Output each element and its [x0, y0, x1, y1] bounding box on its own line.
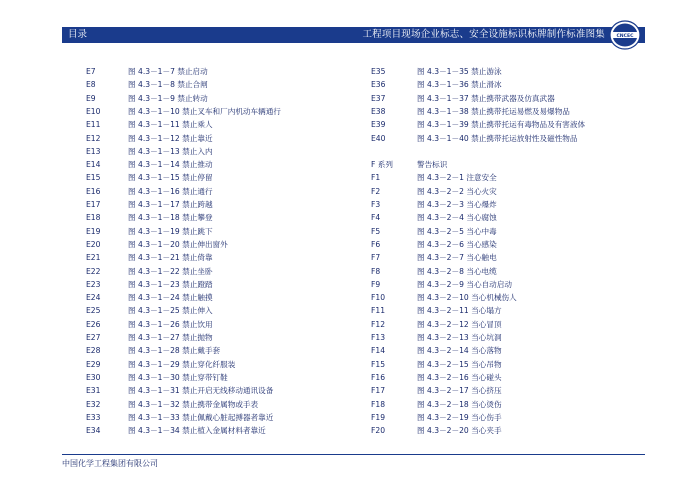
- toc-entry-code: F3: [371, 200, 381, 209]
- toc-entry-code: E16: [86, 186, 101, 196]
- toc-entry-code: E36: [371, 80, 386, 90]
- toc-entry-title: 图 4.3－1－21 禁止倚靠: [128, 253, 213, 263]
- toc-entry-title: 图 4.3－1－36 禁止滑冰: [417, 80, 502, 90]
- toc-entry-code: E38: [371, 106, 386, 116]
- toc-entry-code: E7: [86, 67, 96, 76]
- toc-entry-code: E40: [371, 133, 386, 143]
- toc-entry-title: 图 4.3－2－16 当心碰头: [417, 372, 502, 382]
- toc-entry-title: 图 4.3－1－18 禁止攀登: [128, 213, 213, 223]
- logo-text: CNCEC: [616, 33, 634, 39]
- toc-entry-title: 图 4.3－2－12 当心冒顶: [417, 319, 502, 329]
- toc-entry-title: 图 4.3－1－27 禁止抛物: [128, 333, 213, 342]
- toc-entry-code: F12: [371, 319, 386, 329]
- toc-entry-title: 图 4.3－2－17 当心挤压: [417, 386, 502, 396]
- toc-entry-title: 图 4.3－1－15 禁止停留: [128, 173, 213, 183]
- toc-entry-code: E35: [371, 67, 386, 76]
- toc-entry-code: F8: [371, 266, 381, 276]
- toc-entry-code: F17: [371, 386, 386, 396]
- page-title: 工程项目现场企业标志、安全设施标识标牌制作标准图集: [362, 29, 605, 40]
- toc-entry-code: F 系列: [371, 160, 393, 170]
- toc-entry-title: 图 4.3－2－14 当心落物: [417, 346, 502, 356]
- toc-entry-code: E21: [86, 253, 101, 263]
- toc-entry-code: E19: [86, 226, 101, 236]
- toc-entry-code: E12: [86, 133, 101, 143]
- toc-entry-title: 警告标识: [417, 160, 448, 170]
- toc-entry-title: 图 4.3－1－40 禁止携带托运放射性及磁性物品: [417, 133, 578, 143]
- toc-entry-title: 图 4.3－1－25 禁止伸入: [128, 306, 213, 316]
- toc-entry-title: 图 4.3－1－32 禁止携带金属物或手表: [128, 399, 259, 409]
- toc-entry-title: 图 4.3－2－10 当心机械伤人: [417, 293, 517, 303]
- toc-entry-code: F14: [371, 346, 386, 356]
- toc-entry-code: E39: [371, 120, 386, 130]
- toc-entry-title: 图 4.3－1－28 禁止戴手套: [128, 346, 221, 356]
- company-logo: [609, 20, 641, 50]
- toc-entry-title: 图 4.3－1－33 禁止佩戴心脏起搏器者靠近: [128, 412, 274, 422]
- toc-entry-title: 图 4.3－1－20 禁止伸出窗外: [128, 239, 228, 249]
- toc-entry-title: 图 4.3－1－16 禁止通行: [128, 186, 213, 196]
- toc-entry-title: 图 4.3－1－19 禁止跳下: [128, 226, 213, 236]
- toc-entry-title: 图 4.3－1－29 禁止穿化纤服装: [128, 359, 236, 369]
- toc-entry-title: 图 4.3－1－30 禁止穿带钉鞋: [128, 372, 228, 382]
- section-label: 目录: [68, 29, 88, 40]
- toc-entry-title: 图 4.3－2－7 当心触电: [417, 253, 497, 263]
- toc-entry-title: 图 4.3－1－23 禁止蹬踏: [128, 279, 213, 289]
- toc-entry-title: 图 4.3－1－38 禁止携带托运易燃及易爆物品: [417, 106, 570, 116]
- toc-entry-title: 图 4.3－1－24 禁止触摸: [128, 293, 213, 303]
- toc-entry-title: 图 4.3－1－11 禁止乘人: [128, 120, 213, 130]
- toc-entry-code: E29: [86, 359, 101, 369]
- toc-entry-code: E20: [86, 239, 101, 249]
- toc-entry-title: 图 4.3－2－15 当心吊物: [417, 359, 502, 369]
- toc-entry-title: 图 4.3－1－8 禁止合闸: [128, 80, 208, 90]
- toc-entry-code: E30: [86, 372, 101, 382]
- toc-entry-code: F1: [371, 173, 381, 183]
- toc-entry-code: E25: [86, 306, 101, 316]
- toc-entry-code: E28: [86, 346, 101, 356]
- toc-entry-code: E8: [86, 80, 96, 90]
- toc-entry-code: F13: [371, 333, 386, 342]
- toc-entry-code: E26: [86, 319, 101, 329]
- toc-entry-code: E33: [86, 412, 101, 422]
- toc-entry-code: E17: [86, 200, 101, 209]
- toc-entry-title: 图 4.3－2－1 注意安全: [417, 173, 497, 183]
- toc-entry-title: 图 4.3－1－9 禁止转动: [128, 93, 208, 103]
- toc-entry-title: 图 4.3－1－39 禁止携带托运有毒物品及有害液体: [417, 120, 586, 130]
- toc-entry-title: 图 4.3－1－37 禁止携带武器及仿真武器: [417, 93, 555, 103]
- toc-entry-code: E9: [86, 93, 96, 103]
- toc-entry-code: E15: [86, 173, 101, 183]
- toc-entry-code: E23: [86, 279, 101, 289]
- footer-company: 中国化学工程集团有限公司: [62, 459, 158, 468]
- toc-entry-title: 图 4.3－1－10 禁止叉车和厂内机动车辆通行: [128, 106, 281, 116]
- toc-entry-code: E11: [86, 120, 101, 130]
- toc-entry-title: 图 4.3－2－9 当心自动启动: [417, 279, 512, 289]
- toc-entry-code: E34: [86, 426, 101, 436]
- footer-divider: [62, 454, 645, 455]
- toc-entry-title: 图 4.3－2－20 当心夹手: [417, 426, 502, 436]
- toc-entry-code: F7: [371, 253, 381, 263]
- toc-entry-title: 图 4.3－2－19 当心伤手: [417, 412, 502, 422]
- toc-entry-code: F18: [371, 399, 386, 409]
- toc-entry-code: E37: [371, 93, 386, 103]
- toc-entry-code: E14: [86, 160, 101, 170]
- toc-entry-title: 图 4.3－1－31 禁止开启无线移动通讯设备: [128, 386, 274, 396]
- toc-entry-title: 图 4.3－2－3 当心爆炸: [417, 200, 497, 209]
- toc-entry-title: 图 4.3－2－8 当心电缆: [417, 266, 497, 276]
- toc-entry-code: F4: [371, 213, 381, 223]
- toc-entry-code: E27: [86, 333, 101, 342]
- toc-entry-code: E22: [86, 266, 101, 276]
- toc-entry-title: 图 4.3－2－18 当心烫伤: [417, 399, 502, 409]
- toc-entry-code: E13: [86, 146, 101, 156]
- toc-entry-title: 图 4.3－1－26 禁止饮用: [128, 319, 213, 329]
- toc-entry-title: 图 4.3－1－34 禁止植入金属材料者靠近: [128, 426, 266, 436]
- toc-entry-code: F5: [371, 226, 381, 236]
- toc-entry-title: 图 4.3－2－6 当心感染: [417, 239, 497, 249]
- toc-entry-title: 图 4.3－2－11 当心塌方: [417, 306, 502, 316]
- toc-entry-title: 图 4.3－2－5 当心中毒: [417, 226, 497, 236]
- toc-entry-code: F2: [371, 186, 381, 196]
- toc-entry-title: 图 4.3－2－2 当心火灾: [417, 186, 497, 196]
- toc-entry-code: F6: [371, 239, 381, 249]
- toc-entry-title: 图 4.3－1－17 禁止跨越: [128, 200, 213, 209]
- toc-entry-code: E24: [86, 293, 101, 303]
- toc-entry-code: F20: [371, 426, 386, 436]
- toc-entry-code: F19: [371, 412, 386, 422]
- toc-entry-title: 图 4.3－1－12 禁止靠近: [128, 133, 213, 143]
- toc-entry-code: F9: [371, 279, 381, 289]
- toc-entry-title: 图 4.3－1－22 禁止坐卧: [128, 266, 213, 276]
- toc-entry-code: F10: [371, 293, 386, 303]
- toc-entry-title: 图 4.3－1－7 禁止启动: [128, 67, 208, 76]
- toc-entry-title: 图 4.3－1－13 禁止入内: [128, 146, 213, 156]
- toc-entry-code: E31: [86, 386, 101, 396]
- toc-entry-code: E18: [86, 213, 101, 223]
- toc-entry-title: 图 4.3－2－13 当心坑洞: [417, 333, 502, 342]
- toc-entry-title: 图 4.3－1－14 禁止推动: [128, 160, 213, 170]
- toc-entry-code: E32: [86, 399, 101, 409]
- toc-entry-code: F16: [371, 372, 386, 382]
- toc-entry-code: F11: [371, 306, 386, 316]
- toc-entry-title: 图 4.3－2－4 当心腐蚀: [417, 213, 497, 223]
- toc-entry-code: E10: [86, 106, 101, 116]
- toc-entry-code: F15: [371, 359, 386, 369]
- toc-entry-title: 图 4.3－1－35 禁止游泳: [417, 67, 502, 76]
